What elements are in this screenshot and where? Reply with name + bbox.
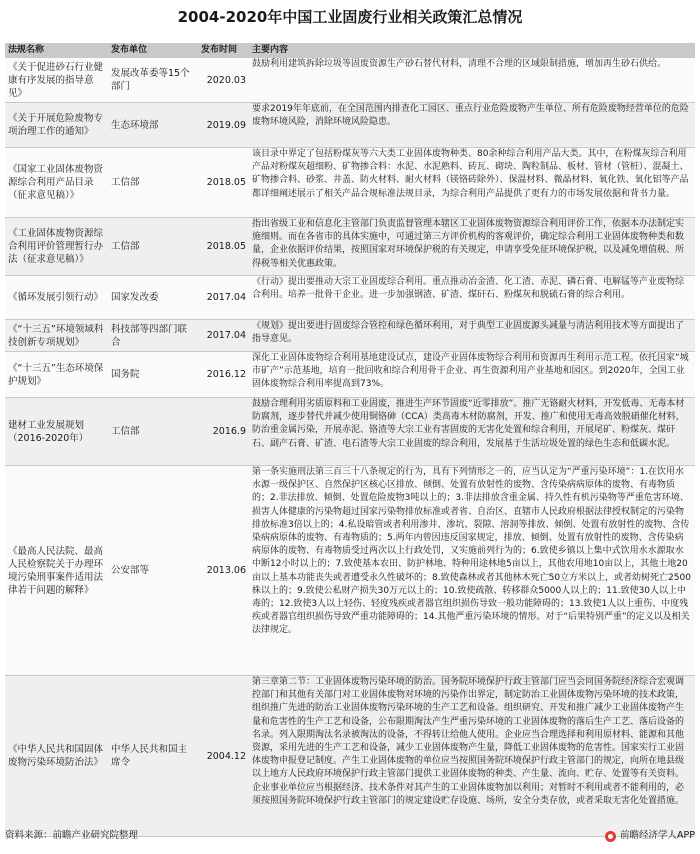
cell-unit: 工信部 bbox=[111, 426, 140, 437]
cell-unit: 公安部等 bbox=[111, 565, 150, 576]
cell-unit: 发展改革委等15个部门 bbox=[111, 68, 190, 92]
cell-name: 《国家工业固体废物资源综合利用产品目录（征求意见稿）》 bbox=[8, 164, 104, 201]
cell-name: 建材工业发展规划（2016-2020年） bbox=[8, 419, 89, 444]
cell-date: 2020.03 bbox=[206, 74, 246, 86]
header-content: 主要内容 bbox=[252, 45, 289, 55]
policy-table bbox=[5, 43, 695, 837]
cell-content: 指出省级工业和信息化主管部门负责监督管理本辖区工业固体废物资源综合利用评价工作，依据本办法制定实施细则。而在各省市的具体实施中，可通过第三方评价机构的客观评价，确定综合利用工业固体废物种类和数量，企业依据评价结果，按照国家对环境保护税的有关规定，申请享受免征环境保护税，以及减免增值税、所得税等相关优惠政策。 bbox=[252, 219, 685, 269]
cell-date: 2017.04 bbox=[206, 330, 246, 341]
cell-name: 《关于开展危险废物专项治理工作的通知》 bbox=[8, 113, 104, 137]
table-row bbox=[5, 466, 695, 676]
cell-content: 《规划》提出要进行固废综合管控和绿色循环利用，对于典型工业固废源头减量与清洁利用技术等方面提出了指导意见。 bbox=[252, 321, 685, 345]
cell-unit: 国家发改委 bbox=[111, 292, 159, 303]
footer bbox=[5, 826, 695, 846]
cell-name: 《关于促进砂石行业健康有序发展的指导意见》 bbox=[8, 61, 104, 99]
cell-content: 第三章第二节：工业固体废物污染环境的防治。国务院环境保护行政主管部门应当会同国务院经济综合宏观调控部门和其他有关部门对工业固体废物对环境的污染作出界定，制定防治工业固体废物污染环境的技术政策，组织推广先进的防治工业固体废物污染环境的生产工艺和设备。组织研究、开发和推广减少工业固体废物产生量和危害性的生产工艺和设备，公布限期淘汰产生严重污染环境的工业固体废物的落后生产工艺、落后设备的名录。列入限期淘汰名录被淘汰的设备，不得转让给他人使用。企业应当合理选择和利用原材料、能源和其他资源，采用先进的生产工艺和设备，减少工业固体废物产生量，降低工业固体废物的危害性。国家实行工业固体废物申报登记制度。产生工业固体废物的单位应当按照国务院环境保护行政主管部门的规定，向所在地县级以上地方人民政府环境保护行政主管部门提供工业固体废物的种类、产生量、流向、贮存、处置等有关资料。企业事业单位应当根据经济、技术条件对其产生的工业固体废物加以利用；对暂时不利用或者不能利用的，必须按照国务院环境保护行政主管部门的规定建设贮存设施、场所，安全分类存放，或者采取无害化处置措施。 bbox=[252, 677, 685, 806]
cell-unit: 工信部 bbox=[111, 177, 140, 188]
cell-unit: 工信部 bbox=[111, 241, 140, 252]
cell-date: 2016.9 bbox=[212, 426, 246, 437]
cell-name: 《“十三五”生态环境保护规划》 bbox=[8, 362, 104, 387]
cell-name: 《中华人民共和国固体废物污染环境防治法》 bbox=[8, 744, 104, 768]
cell-name: 《工业固体废物资源综合利用评价管理暂行办法（征求意见稿）》 bbox=[8, 228, 104, 265]
header-unit: 发布单位 bbox=[111, 45, 148, 55]
cell-date: 2018.05 bbox=[206, 241, 246, 252]
cell-content: 深化工业固体废物综合利用基地建设试点，建设产业固体废物综合利用和资源再生利用示范工程。依托国家“城市矿产”示范基地，培育一批回收和综合利用骨干企业、再生资源利用产业基地和园区。到2020年，全国工业固体废物综合利用率提高到73%。 bbox=[252, 353, 689, 390]
qianzhan-logo-icon bbox=[605, 831, 616, 842]
cell-unit: 科技部等四部门联合 bbox=[111, 323, 188, 348]
cell-date: 2017.04 bbox=[206, 292, 246, 303]
cell-date: 2018.05 bbox=[206, 177, 246, 188]
cell-date: 2019.09 bbox=[206, 119, 246, 131]
table-header bbox=[5, 43, 695, 58]
brand bbox=[605, 826, 695, 846]
table-row bbox=[5, 148, 695, 218]
cell-name: 《循环发展引领行动》 bbox=[8, 292, 104, 303]
cell-date: 2004.12 bbox=[206, 750, 246, 762]
cell-content: 鼓励合理利用劣质原料和工业固废，推进生产环节固废“近零排放”。推广无铬耐火材料，开发低毒、无毒本材防腐剂，逐步替代并减少使用铜铬砷（CCA）类高毒木材防腐剂，开发、推广和使用无毒高效脱硝催化材料，防治重金属污染，开展赤泥、铬渣等大宗工业有害固废的无害化处置和综合利用，开展尾矿、粉煤灰、煤矸石、副产石膏、矿渣、电石渣等大宗工业固废的综合利用，发展基于生活垃圾处置的绿色生态和低碳水泥。 bbox=[252, 399, 685, 449]
cell-content: 《行动》提出要推动大宗工业固废综合利用。重点推动冶金渣、化工渣、赤泥、磷石膏、电解锰等产业废物综合利用。培养一批骨干企业。进一步加强钢渣、矿渣、煤矸石、粉煤灰和脱硫石膏的综合利用。 bbox=[252, 277, 685, 301]
header-name: 法规名称 bbox=[8, 45, 45, 55]
cell-unit: 中华人民共和国主席令 bbox=[111, 744, 188, 768]
brand-label: 前瞻经济学人APP bbox=[620, 830, 695, 841]
table-row bbox=[5, 676, 695, 837]
cell-content: 鼓励利用建筑拆除垃圾等固废资源生产砂石替代材料，清理不合理的区域限制措施，增加再生砂石供给。 bbox=[252, 59, 667, 69]
table-row bbox=[5, 276, 695, 320]
table-row bbox=[5, 103, 695, 148]
table-row bbox=[5, 218, 695, 276]
cell-content: 第一条实施刑法第三百三十八条规定的行为，具有下列情形之一的，应当认定为“严重污染环境”：1.在饮用水水源一级保护区、自然保护区核心区排放、倾倒、处置有放射性的废物、含传染病病原体的废物、有毒物质的；2.非法排放、倾倒、处置危险废物3吨以上的；3.非法排放含重金属、持久性有机污染物等严重危害环境、损害人体健康的污染物超过国家污染物排放标准或者省、自治区、直辖市人民政府根据法律授权制定的污染物排放标准3倍以上的；4.私设暗管或者利用渗井、渗坑、裂隙、溶洞等排放、倾倒、处置有放射性的废物、含传染病病原体的废物、有毒物质的；5.两年内曾因违反国家规定，排放、倾倒、处置有放射性的废物、含传染病病原体的废物、有毒物质受过两次以上行政处罚，又实施前列行为的；6.致使乡镇以上集中式饮用水水源取水中断12小时以上的；7.致使基本农田、防护林地、特种用途林地5亩以上，其他农用地10亩以上，其他土地20亩以上基本功能丧失或者遭受永久性破坏的；8.致使森林或者其他林木死亡50立方米以上，或者幼树死亡2500株以上的；9.致使公私财产损失30万元以上的；10.致使疏散、转移群众5000人以上的；11.致使30人以上中毒的；12.致使3人以上轻伤、轻度残疾或者器官组织损伤导致一般功能障碍的；13.致使1人以上重伤、中度残疾或者器官组织损伤导致严重功能障碍的；14.其他严重污染环境的情形。对于“后果特别严重”的定义以及相关法律规定。 bbox=[252, 467, 691, 636]
header-date: 发布时间 bbox=[201, 45, 238, 55]
cell-content: 要求2019年年底前，在全国范围内排查化工园区、重点行业危险废物产生单位、所有危险废物经营单位的危险废物环境风险，消除环境风险隐患。 bbox=[252, 104, 689, 128]
table-row bbox=[5, 320, 695, 352]
cell-unit: 国务院 bbox=[111, 369, 140, 380]
cell-name: 《最高人民法院、最高人民检察院关于办理环境污染刑事案件适用法律若干问题的解释》 bbox=[8, 545, 104, 596]
table-row bbox=[5, 58, 695, 103]
source-note: 资料来源：前瞻产业研究院整理 bbox=[5, 830, 139, 841]
cell-content: 该目录中界定了包括粉煤灰等六大类工业固体废物种类、80余种综合利用产品大类。其中，在粉煤灰综合利用产品对粉煤灰超细粉、矿物掺合料：水泥、水泥熟料、砖瓦、砌块、陶粒制品、板材、管材（管桩）、混凝土、矿物掺合料、砂浆、井盖、防火材料、耐火材料（镁铬砖除外）、保温材料、微晶材料、氧化铁、氧化铝等产品都详细阐述展示了相关产品合规标准法规目录，为综合利用产品提供了更有力的市场发展依据和背书力量。 bbox=[252, 149, 689, 199]
cell-name: 《“十三五”环境领域科技创新专项规划》 bbox=[8, 323, 104, 348]
page-title: 2004-2020年中国工业固废行业相关政策汇总情况 bbox=[177, 8, 523, 26]
cell-date: 2013.06 bbox=[206, 565, 246, 576]
table-row bbox=[5, 398, 695, 466]
cell-date: 2016.12 bbox=[206, 369, 246, 380]
cell-unit: 生态环境部 bbox=[111, 119, 159, 131]
table-row bbox=[5, 352, 695, 398]
